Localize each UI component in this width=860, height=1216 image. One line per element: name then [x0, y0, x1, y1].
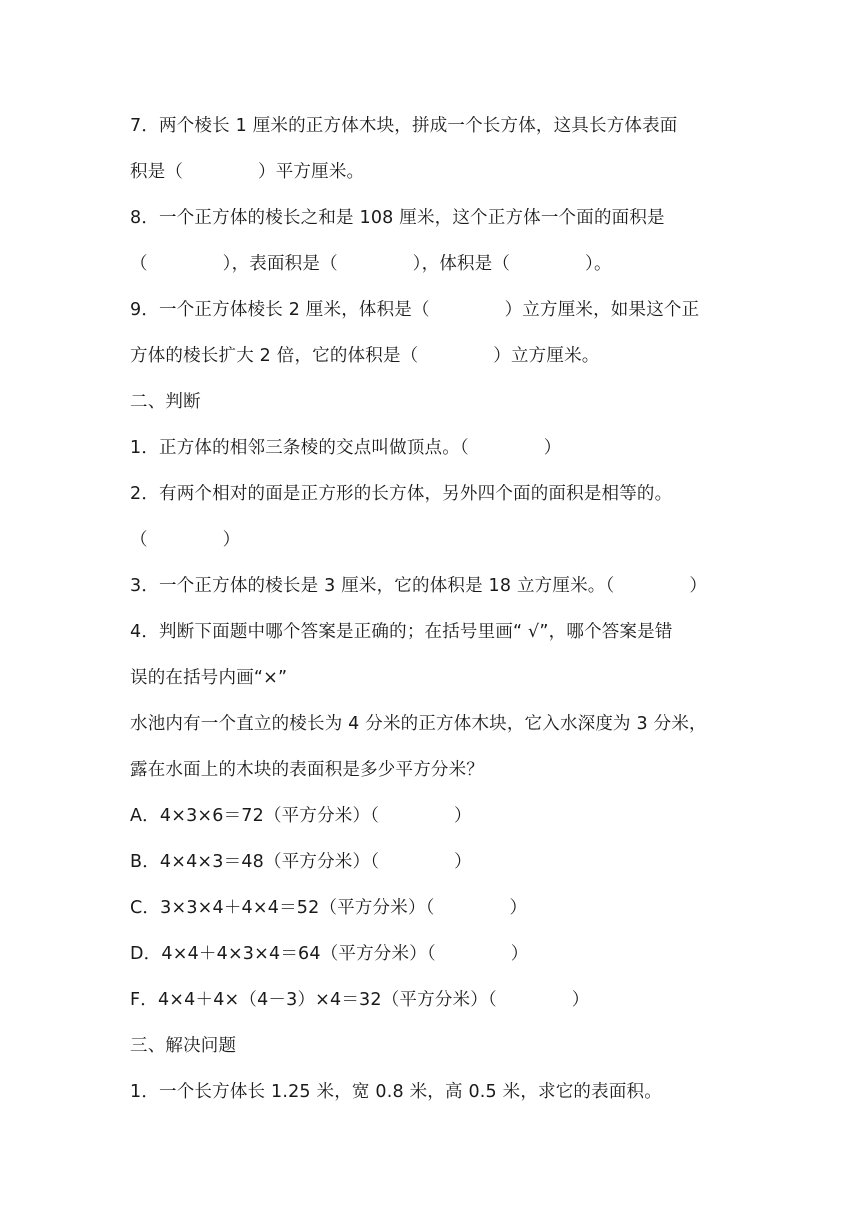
question-8-line-1: 8．一个正方体的棱长之和是 108 厘米，这个正方体一个面的面积是 [130, 208, 665, 228]
option-d: D．4×4＋4×3×4＝64（平方分米）（ ） [130, 944, 529, 964]
question-7-line-2: 积是（ ）平方厘米。 [130, 162, 365, 182]
judge-4-line-2: 误的在括号内画“×” [130, 668, 288, 688]
question-7-line-1: 7．两个棱长 1 厘米的正方体木块，拼成一个长方体，这具长方体表面 [130, 116, 678, 136]
judge-3: 3．一个正方体的棱长是 3 厘米，它的体积是 18 立方厘米。（ ） [130, 576, 708, 596]
question-8-line-2: （ ），表面积是（ ），体积是（ ）。 [130, 254, 612, 274]
judge-1: 1．正方体的相邻三条棱的交点叫做顶点。（ ） [130, 438, 562, 458]
judge-2-line-2: （ ） [130, 530, 241, 550]
judge-4-line-1: 4．判断下面题中哪个答案是正确的；在括号里画“ √”，哪个答案是错 [130, 622, 673, 642]
problem-1: 1．一个长方体长 1.25 米，宽 0.8 米，高 0.5 米，求它的表面积。 [130, 1082, 662, 1102]
judge-2-line-1: 2．有两个相对的面是正方形的长方体，另外四个面的面积是相等的。 [130, 484, 673, 504]
judge-4-problem-line-1: 水池内有一个直立的棱长为 4 分米的正方体木块，它入水深度为 3 分米， [130, 714, 707, 734]
option-a: A．4×3×6＝72（平方分米）（ ） [130, 806, 472, 826]
section-2-heading: 二、判断 [130, 392, 201, 412]
option-b: B．4×4×3＝48（平方分米）（ ） [130, 852, 472, 872]
question-9-line-2: 方体的棱长扩大 2 倍，它的体积是（ ）立方厘米。 [130, 346, 600, 366]
option-f: F．4×4＋4×（4－3）×4＝32（平方分米）（ ） [130, 990, 590, 1010]
question-9-line-1: 9．一个正方体棱长 2 厘米，体积是（ ）立方厘米，如果这个正 [130, 300, 700, 320]
option-c: C．3×3×4＋4×4＝52（平方分米）（ ） [130, 898, 528, 918]
judge-4-problem-line-2: 露在水面上的木块的表面积是多少平方分米？ [130, 760, 484, 780]
section-3-heading: 三、解决问题 [130, 1036, 237, 1056]
